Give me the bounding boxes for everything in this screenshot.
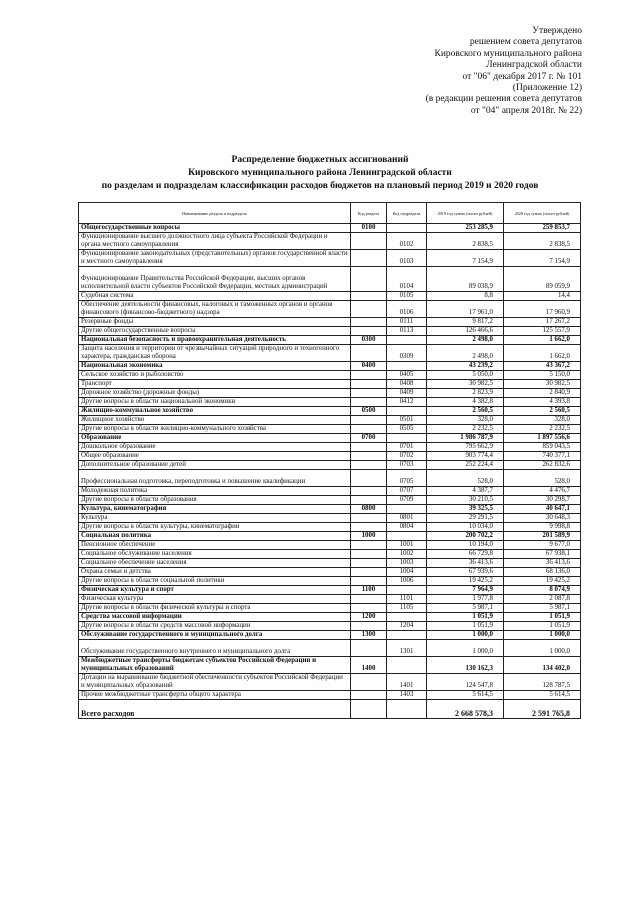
row-name: Другие вопросы в области социальной политики: [79, 577, 351, 586]
amount-2019: 9 817,2: [427, 318, 504, 327]
section-code: [351, 523, 387, 532]
subsection-code: 0412: [387, 398, 427, 407]
table-row: [79, 434, 581, 443]
amount-2020: 2 560,5: [504, 407, 581, 416]
total-subsection-code: [387, 700, 427, 719]
total-section-code: [351, 700, 387, 719]
section-code: [351, 496, 387, 505]
subsection-code: [387, 407, 427, 416]
subsection-code: [387, 336, 427, 345]
table-row: [79, 559, 581, 568]
section-code: [351, 398, 387, 407]
amount-2019: 2 232,5: [427, 425, 504, 434]
header-subsection-code: Код подраздела: [387, 203, 427, 224]
amount-2020: 1 897 556,6: [504, 434, 581, 443]
subsection-code: 0505: [387, 425, 427, 434]
amount-2020: 67 938,1: [504, 550, 581, 559]
amount-2019: 7 154,9: [427, 250, 504, 267]
table-row: [79, 523, 581, 532]
subsection-code: 1003: [387, 559, 427, 568]
amount-2019: 130 162,3: [427, 657, 504, 674]
amount-2020: 859 043,5: [504, 443, 581, 452]
section-code: [351, 640, 387, 657]
subsection-code: 0709: [387, 496, 427, 505]
subsection-code: [387, 657, 427, 674]
subsection-code: 0111: [387, 318, 427, 327]
table-row: [79, 586, 581, 595]
approval-line: Кировского муниципального района: [434, 48, 582, 59]
amount-2020: 134 402,0: [504, 657, 581, 674]
table-row: [79, 496, 581, 505]
table-row: [79, 514, 581, 523]
row-name: Молодежная политика: [79, 487, 351, 496]
subsection-code: 1002: [387, 550, 427, 559]
amount-2019: 5 987,1: [427, 604, 504, 613]
section-code: [351, 233, 387, 250]
row-name: Другие вопросы в области средств массовой информации: [79, 622, 351, 631]
section-code: 0800: [351, 505, 387, 514]
subsection-code: 1006: [387, 577, 427, 586]
table-row: [79, 292, 581, 301]
section-code: [351, 371, 387, 380]
section-code: 1400: [351, 657, 387, 674]
table-row: [79, 425, 581, 434]
amount-2020: 1 000,0: [504, 631, 581, 640]
section-code: [351, 674, 387, 691]
subsection-code: 1301: [387, 640, 427, 657]
table-row: [79, 631, 581, 640]
table-row: [79, 577, 581, 586]
amount-2019: 200 702,2: [427, 532, 504, 541]
amount-2019: 17 961,0: [427, 301, 504, 318]
subsection-code: 1401: [387, 674, 427, 691]
section-code: [351, 380, 387, 389]
total-label: Всего расходов: [79, 700, 351, 719]
section-code: [351, 541, 387, 550]
amount-2020: 68 136,0: [504, 568, 581, 577]
section-code: 0400: [351, 362, 387, 371]
amount-2020: 4 393,8: [504, 398, 581, 407]
subsection-code: 0105: [387, 292, 427, 301]
section-code: 1100: [351, 586, 387, 595]
section-code: [351, 389, 387, 398]
amount-2020: 2 840,9: [504, 389, 581, 398]
subsection-code: 0703: [387, 461, 427, 470]
section-code: [351, 443, 387, 452]
table-row: [79, 443, 581, 452]
header-2020-amount: 2020 год сумма (тысяч рублей): [504, 203, 581, 224]
row-name: Культура: [79, 514, 351, 523]
subsection-code: 1004: [387, 568, 427, 577]
table-row: [79, 336, 581, 345]
section-code: [351, 559, 387, 568]
table-row: [79, 416, 581, 425]
subsection-code: 0102: [387, 233, 427, 250]
amount-2019: 2 823,9: [427, 389, 504, 398]
amount-2020: 30 298,7: [504, 496, 581, 505]
amount-2019: 19 425,2: [427, 577, 504, 586]
amount-2020: 7 154,9: [504, 250, 581, 267]
subsection-code: 0405: [387, 371, 427, 380]
section-code: 0300: [351, 336, 387, 345]
amount-2020: 9 677,0: [504, 541, 581, 550]
amount-2019: 1 051,9: [427, 622, 504, 631]
total-row: [79, 700, 581, 719]
section-code: [351, 470, 387, 487]
total-2019: 2 668 578,3: [427, 700, 504, 719]
amount-2020: 1 662,0: [504, 345, 581, 362]
approval-line: от "06" декабря 2017 г. № 101: [462, 71, 582, 82]
section-code: 0700: [351, 434, 387, 443]
amount-2020: 5 150,0: [504, 371, 581, 380]
amount-2020: 17 960,9: [504, 301, 581, 318]
table-header: [79, 203, 581, 224]
amount-2019: 528,0: [427, 470, 504, 487]
amount-2020: 4 476,7: [504, 487, 581, 496]
amount-2019: 1 000,0: [427, 640, 504, 657]
amount-2019: 4 387,7: [427, 487, 504, 496]
subsection-code: 0103: [387, 250, 427, 267]
section-code: [351, 425, 387, 434]
table-row: [79, 550, 581, 559]
row-name: Жилищно-коммунальное хозяйство: [79, 407, 351, 416]
amount-2020: 528,0: [504, 470, 581, 487]
section-code: [351, 292, 387, 301]
section-code: [351, 622, 387, 631]
table-row: [79, 461, 581, 470]
amount-2019: 4 382,8: [427, 398, 504, 407]
row-name: Физическая культура и спорт: [79, 586, 351, 595]
approval-line: решением совета депутатов: [469, 37, 582, 48]
subsection-code: 0104: [387, 267, 427, 292]
subsection-code: [387, 613, 427, 622]
row-name: Средства массовой информации: [79, 613, 351, 622]
amount-2020: 2 087,8: [504, 595, 581, 604]
row-name: Общее образование: [79, 452, 351, 461]
row-name: Судебная система: [79, 292, 351, 301]
amount-2019: 36 413,6: [427, 559, 504, 568]
subsection-code: 1403: [387, 691, 427, 700]
amount-2019: 1 000,0: [427, 631, 504, 640]
budget-table: [78, 202, 581, 719]
amount-2020: 328,0: [504, 416, 581, 425]
row-name: Другие общегосударственные вопросы: [79, 327, 351, 336]
row-name: Транспорт: [79, 380, 351, 389]
section-code: [351, 487, 387, 496]
table-row: [79, 301, 581, 318]
row-name: Социальное обеспечение населения: [79, 559, 351, 568]
amount-2019: 5 050,0: [427, 371, 504, 380]
table-body: [79, 224, 581, 719]
amount-2019: 903 774,4: [427, 452, 504, 461]
row-name: Культура, кинематография: [79, 505, 351, 514]
subsection-code: [387, 631, 427, 640]
section-code: [351, 691, 387, 700]
amount-2020: 1 000,0: [504, 640, 581, 657]
table-row: [79, 487, 581, 496]
amount-2019: 89 038,9: [427, 267, 504, 292]
amount-2019: 2 560,5: [427, 407, 504, 416]
section-code: [351, 577, 387, 586]
subsection-code: [387, 362, 427, 371]
amount-2020: 128 787,5: [504, 674, 581, 691]
row-name: Дополнительное образование детей: [79, 461, 351, 470]
table-row: [79, 224, 581, 233]
subsection-code: 0113: [387, 327, 427, 336]
subsection-code: 1001: [387, 541, 427, 550]
subsection-code: 0409: [387, 389, 427, 398]
amount-2020: 36 413,6: [504, 559, 581, 568]
row-name: Функционирование высшего должностного лица субъекта Российской Федерации и органа местного самоуправления: [79, 233, 351, 250]
table-row: [79, 362, 581, 371]
amount-2020: 259 853,7: [504, 224, 581, 233]
subsection-code: 1204: [387, 622, 427, 631]
amount-2019: 30 210,5: [427, 496, 504, 505]
section-code: [351, 267, 387, 292]
table-row: [79, 318, 581, 327]
amount-2019: 253 285,9: [427, 224, 504, 233]
row-name: Дорожное хозяйство (дорожные фонды): [79, 389, 351, 398]
section-code: [351, 568, 387, 577]
row-name: Пенсионное обеспечение: [79, 541, 351, 550]
row-name: Защита населения и территории от чрезвычайных ситуаций природного и техногенного характера, гражданская оборона: [79, 345, 351, 362]
row-name: Функционирование законодательных (представительных) органов государственной власти и местного самоуправления: [79, 250, 351, 267]
approval-line: Ленинградской области: [486, 60, 582, 71]
total-2020: 2 591 765,8: [504, 700, 581, 719]
table-row: [79, 595, 581, 604]
approval-block: [426, 26, 582, 117]
subsection-code: [387, 586, 427, 595]
subsection-code: [387, 434, 427, 443]
approval-line: (в редакции решения совета депутатов: [425, 94, 582, 105]
subsection-code: 1105: [387, 604, 427, 613]
amount-2019: 252 224,4: [427, 461, 504, 470]
approval-line: (Приложение 12): [512, 83, 582, 94]
table-row: [79, 604, 581, 613]
subsection-code: 0701: [387, 443, 427, 452]
subsection-code: 0501: [387, 416, 427, 425]
table-row: [79, 233, 581, 250]
section-code: [351, 550, 387, 559]
header-section-code: Код раздела: [351, 203, 387, 224]
subsection-code: 0408: [387, 380, 427, 389]
amount-2019: 2 498,0: [427, 345, 504, 362]
section-code: [351, 318, 387, 327]
section-code: 0500: [351, 407, 387, 416]
table-row: [79, 389, 581, 398]
section-code: [351, 250, 387, 267]
subsection-code: 1101: [387, 595, 427, 604]
table-row: [79, 568, 581, 577]
section-code: [351, 452, 387, 461]
approval-line: от "04" апреля 2018г. № 22): [470, 105, 582, 116]
approval-line: Утверждено: [532, 26, 582, 36]
table-row: [79, 345, 581, 362]
table-row: [79, 505, 581, 514]
subsection-code: [387, 532, 427, 541]
subsection-code: 0801: [387, 514, 427, 523]
amount-2019: 795 662,9: [427, 443, 504, 452]
table-row: [79, 267, 581, 292]
row-name: Другие вопросы в области культуры, кинематографии: [79, 523, 351, 532]
section-code: 1200: [351, 613, 387, 622]
section-code: [351, 604, 387, 613]
row-name: Другие вопросы в области физической культуры и спорта: [79, 604, 351, 613]
subsection-code: 0106: [387, 301, 427, 318]
row-name: Другие вопросы в области жилищно-коммунального хозяйства: [79, 425, 351, 434]
row-name: Другие вопросы в области национальной экономики: [79, 398, 351, 407]
table-row: [79, 541, 581, 550]
document-title: [0, 154, 640, 193]
amount-2019: 5 614,5: [427, 691, 504, 700]
amount-2020: 9 998,8: [504, 523, 581, 532]
table-row: [79, 327, 581, 336]
table-row: [79, 470, 581, 487]
section-code: 0100: [351, 224, 387, 233]
row-name: Дотации на выравнивание бюджетной обеспеченности субъектов Российской Федерации и муниципальных образований: [79, 674, 351, 691]
row-name: Социальная политика: [79, 532, 351, 541]
table-row: [79, 657, 581, 674]
row-name: Охрана семьи и детства: [79, 568, 351, 577]
amount-2020: 1 051,9: [504, 622, 581, 631]
amount-2019: 66 729,8: [427, 550, 504, 559]
amount-2020: 5 987,1: [504, 604, 581, 613]
table-row: [79, 613, 581, 622]
section-code: 1000: [351, 532, 387, 541]
row-name: Национальная безопасность и правоохранительная деятельность: [79, 336, 351, 345]
section-code: [351, 327, 387, 336]
amount-2019: 7 964,9: [427, 586, 504, 595]
row-name: Другие вопросы в области образования: [79, 496, 351, 505]
amount-2020: 1 051,9: [504, 613, 581, 622]
amount-2019: 43 239,2: [427, 362, 504, 371]
subsection-code: 0705: [387, 470, 427, 487]
subsection-code: 0309: [387, 345, 427, 362]
amount-2020: 40 647,1: [504, 505, 581, 514]
amount-2020: 5 614,5: [504, 691, 581, 700]
subsection-code: 0702: [387, 452, 427, 461]
subsection-code: [387, 224, 427, 233]
section-code: [351, 301, 387, 318]
amount-2020: 262 832,6: [504, 461, 581, 470]
section-code: [351, 416, 387, 425]
table-row: [79, 398, 581, 407]
amount-2020: 30 982,5: [504, 380, 581, 389]
amount-2019: 30 982,5: [427, 380, 504, 389]
row-name: Межбюджетные трансферты бюджетам субъектов Российской Федерации и муниципальных образований: [79, 657, 351, 674]
amount-2019: 1 977,8: [427, 595, 504, 604]
section-code: [351, 514, 387, 523]
amount-2020: 17 267,2: [504, 318, 581, 327]
subsection-code: 0707: [387, 487, 427, 496]
table-row: [79, 674, 581, 691]
table-row: [79, 380, 581, 389]
row-name: Резервные фонды: [79, 318, 351, 327]
table-row: [79, 532, 581, 541]
row-name: Обеспечение деятельности финансовых, налоговых и таможенных органов и органов финансового (финансово-бюджетного) надзора: [79, 301, 351, 318]
amount-2020: 201 589,9: [504, 532, 581, 541]
amount-2020: 43 367,2: [504, 362, 581, 371]
amount-2019: 39 325,5: [427, 505, 504, 514]
table-row: [79, 691, 581, 700]
row-name: Социальное обслуживание населения: [79, 550, 351, 559]
amount-2020: 125 557,9: [504, 327, 581, 336]
row-name: Физическая культура: [79, 595, 351, 604]
title-line: Кировского муниципального района Ленинградской области: [188, 168, 452, 178]
header-name: Наименование раздела и подраздела: [79, 203, 351, 224]
section-code: [351, 345, 387, 362]
amount-2019: 8,8: [427, 292, 504, 301]
table-row: [79, 407, 581, 416]
row-name: Прочие межбюджетные трансферты общего характера: [79, 691, 351, 700]
amount-2019: 124 547,8: [427, 674, 504, 691]
row-name: Национальная экономика: [79, 362, 351, 371]
row-name: Профессиональная подготовка, переподготовка и повышение квалификации: [79, 470, 351, 487]
amount-2020: 30 648,3: [504, 514, 581, 523]
title-line: Распределение бюджетных ассигнований: [231, 155, 409, 165]
row-name: Дошкольное образование: [79, 443, 351, 452]
row-name: Сельское хозяйство и рыболовство: [79, 371, 351, 380]
section-code: [351, 461, 387, 470]
amount-2020: 14,4: [504, 292, 581, 301]
table-row: [79, 622, 581, 631]
amount-2019: 2 838,5: [427, 233, 504, 250]
row-name: Общегосударственные вопросы: [79, 224, 351, 233]
row-name: Функционирование Правительства Российской Федерации, высших органов исполнительной власти субъектов Российской Федерации, местных администраций: [79, 267, 351, 292]
title-line: по разделам и подразделам классификации расходов бюджетов на плановый период 2019 и 2020 годов: [101, 181, 539, 191]
amount-2019: 1 986 787,9: [427, 434, 504, 443]
amount-2019: 29 291,5: [427, 514, 504, 523]
amount-2019: 2 498,0: [427, 336, 504, 345]
amount-2020: 8 074,9: [504, 586, 581, 595]
amount-2019: 10 034,0: [427, 523, 504, 532]
row-name: Обслуживание государственного внутреннего и муниципального долга: [79, 640, 351, 657]
amount-2020: 19 425,2: [504, 577, 581, 586]
amount-2019: 10 194,0: [427, 541, 504, 550]
table-row: [79, 640, 581, 657]
header-2019-amount: 2019 год сумма (тысяч рублей): [427, 203, 504, 224]
amount-2020: 89 059,9: [504, 267, 581, 292]
amount-2020: 2 232,5: [504, 425, 581, 434]
row-name: Образование: [79, 434, 351, 443]
section-code: [351, 595, 387, 604]
section-code: 1300: [351, 631, 387, 640]
table-row: [79, 452, 581, 461]
amount-2020: 740 377,1: [504, 452, 581, 461]
amount-2020: 1 662,0: [504, 336, 581, 345]
subsection-code: [387, 505, 427, 514]
row-name: Жилищное хозяйство: [79, 416, 351, 425]
amount-2019: 67 939,6: [427, 568, 504, 577]
amount-2019: 126 466,6: [427, 327, 504, 336]
row-name: Обслуживание государственного и муниципального долга: [79, 631, 351, 640]
amount-2020: 2 838,5: [504, 233, 581, 250]
table-row: [79, 371, 581, 380]
table-row: [79, 250, 581, 267]
amount-2019: 328,0: [427, 416, 504, 425]
amount-2019: 1 051,9: [427, 613, 504, 622]
subsection-code: 0804: [387, 523, 427, 532]
